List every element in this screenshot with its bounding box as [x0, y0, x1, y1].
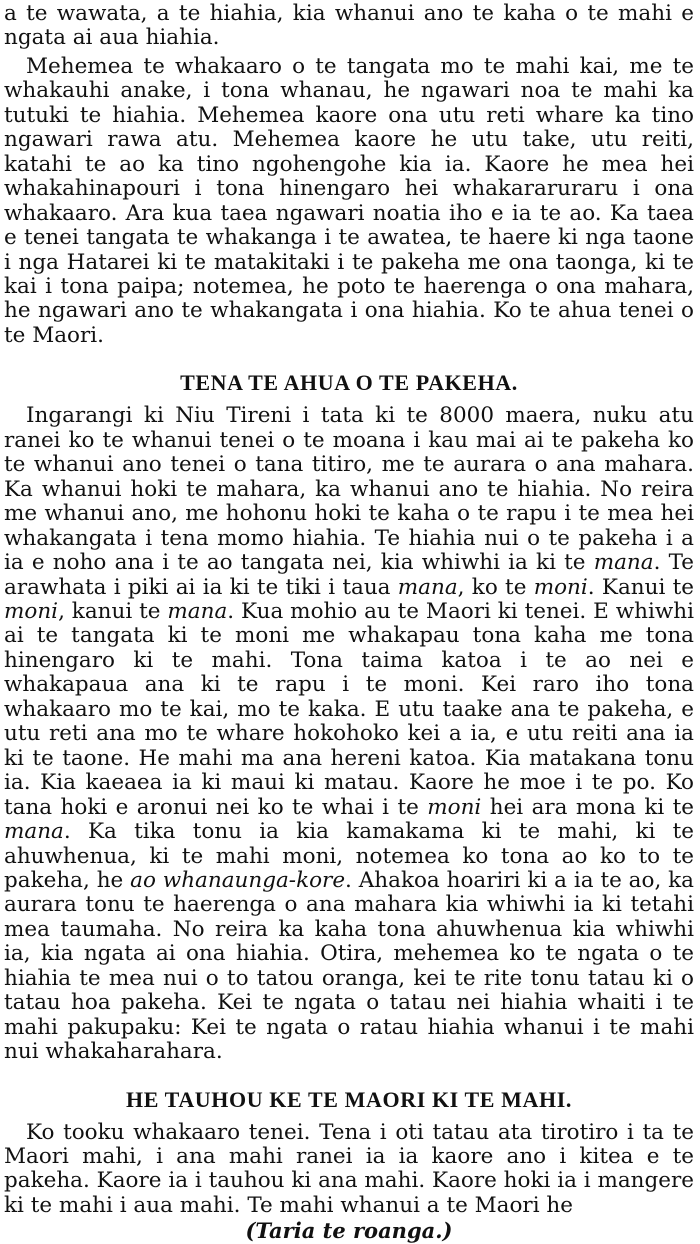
paragraph-pakeha-term-8: ao whanaunga-kore [130, 867, 346, 893]
paragraph-pakeha-term-2: mana [397, 574, 458, 600]
paragraph-pakeha-text-9: . Ahakoa hoariri ki a ia te ao, ka aurara tonu te haerenga o ana mahara kia whiwhi ia ki tetahi mea taumaha. No reira ka kaha tona ahuwhenua kia whiwhi ia, kia ngata ai ona hiahia. Otira, mehemea ko te ngata o te hiahia te mea nui o to tatou oranga, kei te rite tonu tatau ki o tatau hoa pakeha. Kei te ngata o tatau nei hiahia whaiti i te mahi pakupaku: Kei te ngata o ratau hiahia whanui i te mahi nui whakaharahara. [4, 867, 694, 1065]
continuation-note: (Taria te roanga.) [245, 1218, 453, 1244]
paragraph-pakeha-text-1: Ingarangi ki Niu Tireni i tata ki te 8000 maera, nuku atu ranei ko te whanui tenei o te moana i kau mai ai te pakeha ko te whanui ano tenei o tana titiro, me te aurara o ana mahara. Ka whanui hoki te mahara, ka whanui ano te hiahia. No reira me whanui ano, me hohonu hoki te kaha o te rapu i te mea hei whakangata i tena momo hiahia. Te hiahia nui o te pakeha i a ia e noho ana i te ao tangata nei, kia whiwhi ia ki te [4, 403, 694, 576]
paragraph-pakeha-term-5: mana [167, 598, 228, 624]
paragraph-maori-work: Ko tooku whakaaro tenei. Tena i oti tatau ata tirotiro i ta te Maori mahi, i ana mahi ranei ia ia kaore ano i kitea e te pakeha. Kaore ia i tauhou ki ana mahi. Kaore hoki ia i mangere ki te mahi i aua mahi. Te mahi whanui a te Maori he [4, 1119, 694, 1218]
paragraph-pakeha-text-2: . Te arawhata i piki ai ia ki te tiki i taua [4, 550, 694, 600]
paragraph-intro-continuation: a te wawata, a te hiahia, kia whanui ano te kaha o te mahi e ngata ai aua hiahia. [4, 1, 694, 51]
paragraph-maori-needs: Mehemea te whakaaro o te tangata mo te mahi kai, me te whakauhi anake, i tona whanau, he ngawari noa te mahi ka tutuki te hiahia. Mehemea kaore ona utu reti whare ka tino ngawari rawa atu. Mehemea kaore he utu take, utu reiti, katahi te ao ka tino ngohengohe kia ia. Kaore he mea hei whakahinapouri i tona hinengaro hei whakararuraru i ona whakaaro. Ara kua taea ngawari noatia iho e ia te ao. Ka taea e tenei tangata te whakanga i te awatea, te haere ki nga taone i nga Hatarei ki te matakitaki i te pakeha me ona taonga, ki te kai i tona paipa; notemea, he poto te haerenga o ona mahara, he ngawari ano te whakangata i ona hiahia. Ko te ahua tenei o te Maori. [4, 53, 694, 348]
paragraph-pakeha-term-1: mana [593, 550, 654, 576]
paragraph-pakeha-term-3: moni [533, 574, 588, 600]
paragraph-pakeha-term-7: mana [4, 819, 64, 845]
section-heading-pakeha: TENA TE AHUA O TE PAKEHA. [180, 370, 518, 396]
paragraph-pakeha-text-5: , kanui te [58, 598, 168, 624]
paragraph-pakeha-text-7: hei ara mona ki te [481, 794, 694, 820]
section-heading-maori-work: HE TAUHOU KE TE MAORI KI TE MAHI. [125, 1086, 573, 1112]
paragraph-pakeha-term-4: moni [4, 598, 59, 624]
paragraph-pakeha-text-8: . Ka tika tonu ia kia kamakama ki te mahi, ki te ahuwhenua, ki te mahi moni, notemea ko tona ao ko to te pakeha, he [4, 819, 694, 893]
paragraph-pakeha [4, 404, 694, 1064]
paragraph-pakeha-term-6: moni [427, 794, 482, 820]
paragraph-pakeha-text-4: . Kanui te [587, 574, 694, 600]
paragraph-pakeha-text-6: . Kua mohio au te Maori ki tenei. E whiwhi ai te tangata ki te moni me whakapau tona kaha me tona hinengaro ki te mahi. Tona taima katoa i te ao nei e whakapaua ana ki te rapu i te moni. Kei raro iho tona whakaaro mo te kai, mo te kaka. E utu taake ana te pakeha, e utu reti ana mo te whare hokohoko kei a ia, e utu reiti ana ia ki te taone. He mahi ma ana hereni katoa. Kia matakana tonu ia. Kia kaeaea ia ki maui ki matau. Kaore he moe i te po. Ko tana hoki e aronui nei ko te whai i te [4, 598, 694, 820]
paragraph-pakeha-text-3: , ko te [457, 574, 534, 600]
